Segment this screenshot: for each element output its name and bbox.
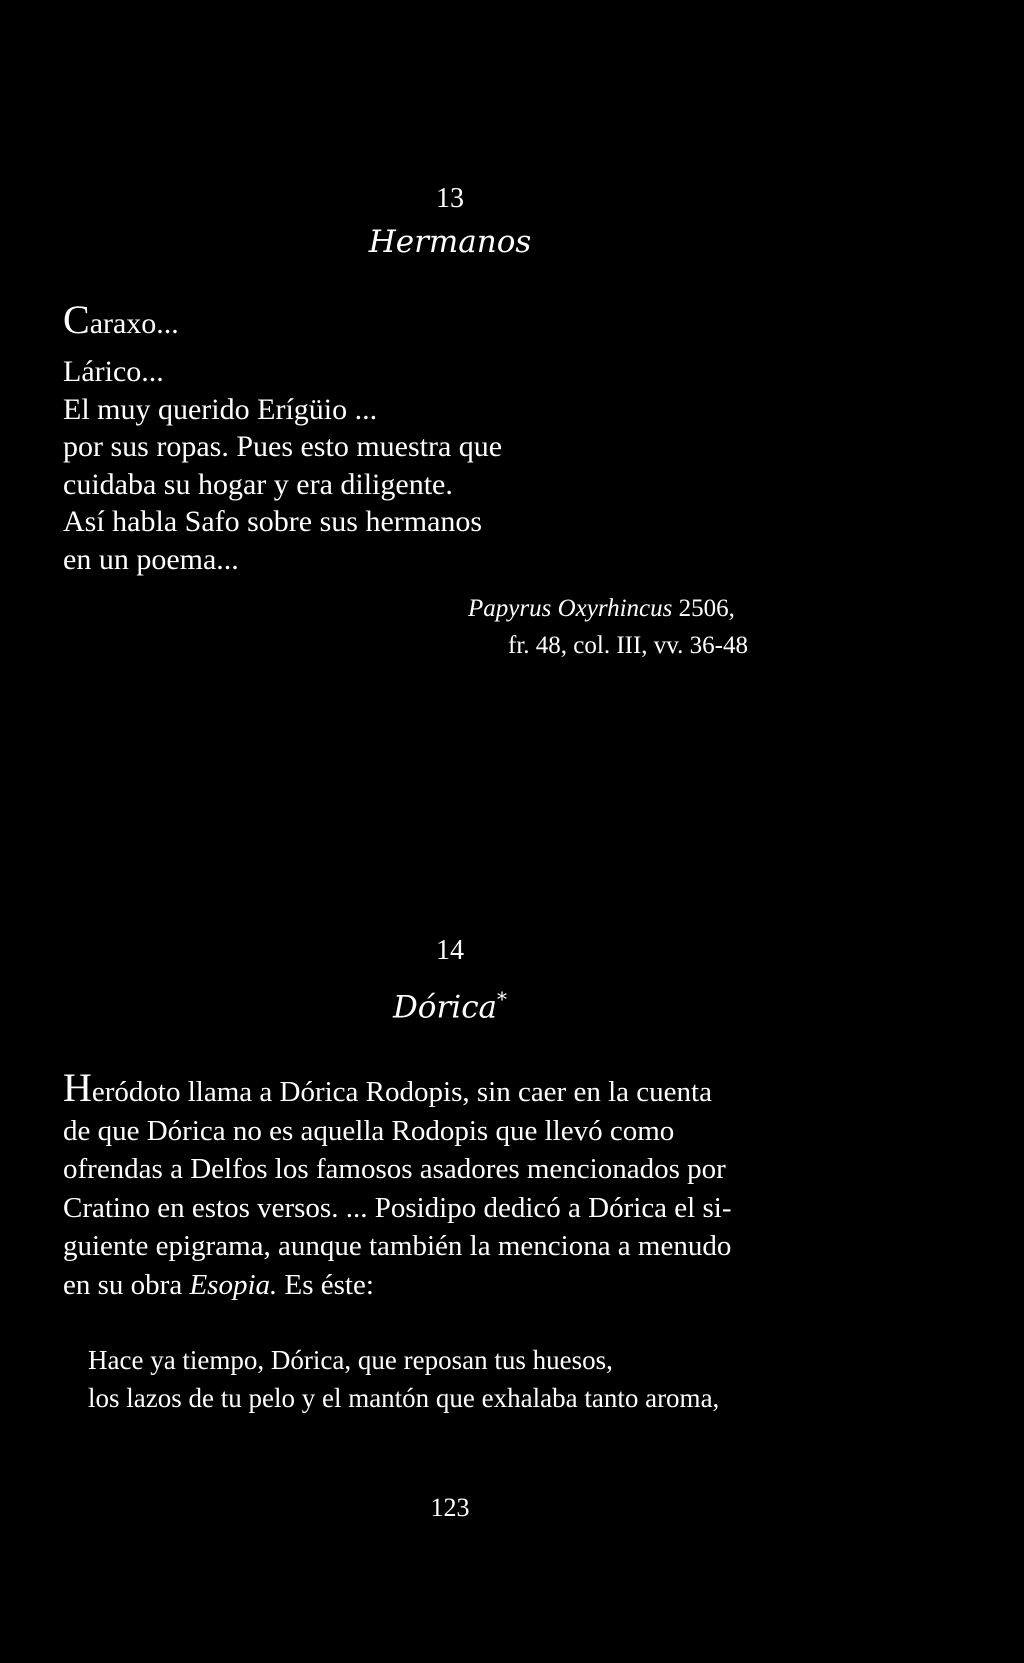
section-13-title: Hermanos: [368, 224, 532, 260]
text-line: guiente epigrama, aunque también la menciona a menudo: [63, 1230, 732, 1262]
text-line: ofrendas a Delfos los famosos asadores mencionados por: [63, 1153, 726, 1185]
source-title: Papyrus Oxyrhincus: [468, 595, 673, 622]
section-13-dropcap: C: [63, 297, 90, 342]
last-line-start: en su obra: [63, 1268, 190, 1301]
text-line: El muy querido Erígüio ...: [63, 392, 378, 426]
text-line: en un poema...: [63, 542, 239, 576]
epigram-quote: [88, 1341, 719, 1417]
section-14-text-block: [63, 1065, 838, 1304]
section-13-source: [468, 590, 748, 664]
text-line: por sus ropas. Pues esto muestra que: [63, 430, 503, 463]
section-13-text-block: [63, 353, 502, 578]
text-line: Así habla Safo sobre sus hermanos: [63, 505, 483, 538]
text-line: Cratino en estos versos. ... Posidipo dedicó a Dórica el si-: [63, 1191, 732, 1224]
source-number: 2506,: [672, 595, 735, 622]
section-13-first-line-text: araxo...: [89, 307, 179, 340]
work-title: Esopia.: [189, 1268, 278, 1301]
section-13-first-line: [63, 297, 179, 343]
first-line-text: eródoto llama a Dórica Rodopis, sin caer en la cuenta: [91, 1076, 712, 1108]
text-line: [63, 1266, 838, 1305]
section-13-number: 13: [436, 183, 464, 214]
source-line-1: [468, 590, 748, 627]
quote-line: los lazos de tu pelo y el mantón que exhalaba tanto aroma,: [88, 1383, 720, 1413]
text-line: [63, 1065, 838, 1112]
page-number: 123: [430, 1493, 470, 1522]
source-line-2: fr. 48, col. III, vv. 36-48: [508, 632, 748, 659]
section-14-title-text: Dórica: [392, 989, 498, 1026]
text-line: Lárico...: [63, 355, 164, 388]
section-14-title: [330, 987, 570, 1025]
section-14-dropcap: H: [63, 1065, 92, 1110]
text-line: de que Dórica no es aquella Rodopis que llevó como: [63, 1114, 675, 1147]
footnote-marker: *: [497, 987, 508, 1011]
last-line-end: Es éste:: [277, 1268, 374, 1301]
quote-line: Hace ya tiempo, Dórica, que reposan tus huesos,: [88, 1345, 613, 1375]
text-line: cuidaba su hogar y era diligente.: [63, 467, 453, 501]
section-14-number: 14: [436, 935, 464, 966]
